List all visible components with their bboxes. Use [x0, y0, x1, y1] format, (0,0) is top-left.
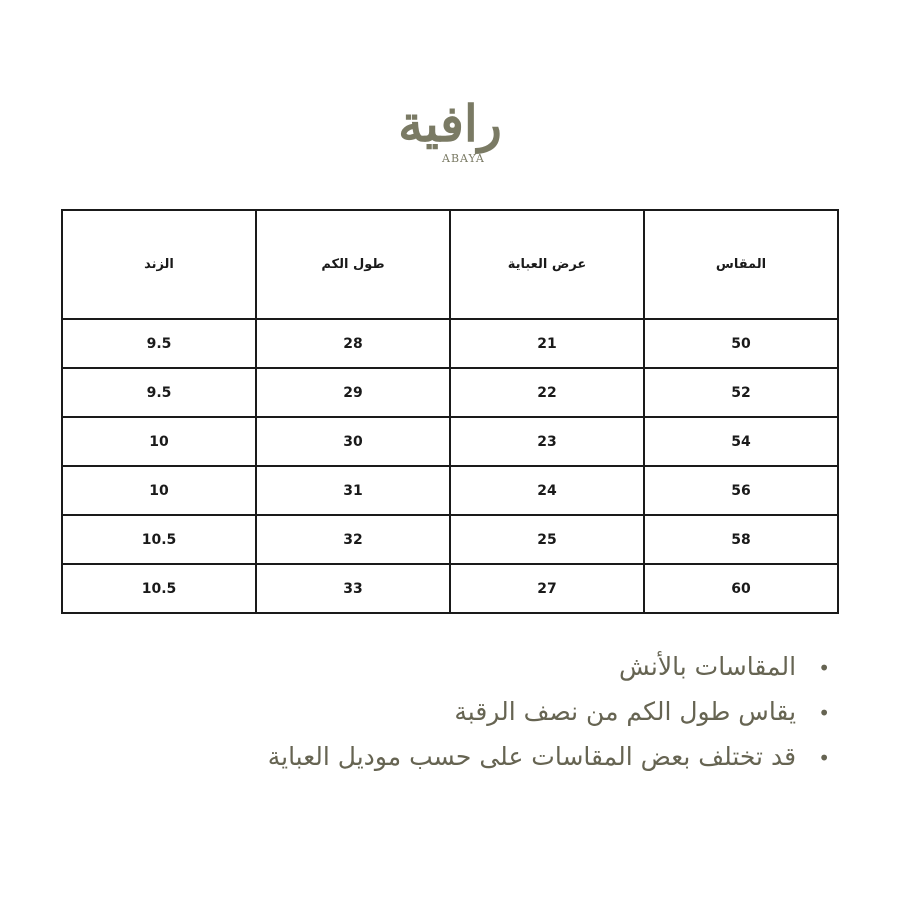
cell-size: 54: [644, 417, 838, 466]
notes-list: [130, 645, 830, 780]
cell-size: 52: [644, 368, 838, 417]
cell-sleeve-length: 33: [256, 564, 450, 613]
cell-arm: 10: [62, 466, 256, 515]
note-text: يقاس طول الكم من نصف الرقبة: [454, 697, 797, 726]
cell-sleeve-length: 29: [256, 368, 450, 417]
note-item: [130, 735, 830, 780]
cell-arm: 9.5: [62, 319, 256, 368]
cell-size: 58: [644, 515, 838, 564]
cell-abaya-width: 23: [450, 417, 644, 466]
bullet-icon: •: [818, 701, 830, 725]
note-text: قد تختلف بعض المقاسات على حسب موديل العباية: [267, 742, 797, 771]
cell-arm: 10.5: [62, 515, 256, 564]
cell-abaya-width: 21: [450, 319, 644, 368]
header-size: المقاس: [644, 210, 838, 319]
header-abaya-width: عرض العباية: [450, 210, 644, 319]
table-row: [62, 515, 838, 564]
header-sleeve-length: طول الكم: [256, 210, 450, 319]
cell-abaya-width: 22: [450, 368, 644, 417]
table-row: [62, 466, 838, 515]
table-row: [62, 564, 838, 613]
table-row: [62, 319, 838, 368]
table-row: [62, 368, 838, 417]
header-arm: الزند: [62, 210, 256, 319]
brand-logo-arabic: رافية: [398, 94, 502, 153]
cell-arm: 10.5: [62, 564, 256, 613]
table-header-row: [62, 210, 838, 319]
cell-sleeve-length: 31: [256, 466, 450, 515]
size-chart-table: [61, 209, 839, 614]
cell-arm: 10: [62, 417, 256, 466]
cell-size: 56: [644, 466, 838, 515]
brand-logo: [360, 92, 540, 174]
note-text: المقاسات بالأنش: [619, 652, 797, 681]
cell-size: 50: [644, 319, 838, 368]
cell-sleeve-length: 30: [256, 417, 450, 466]
brand-logo-latin: ABAYA: [442, 152, 485, 165]
cell-sleeve-length: 28: [256, 319, 450, 368]
cell-abaya-width: 24: [450, 466, 644, 515]
cell-size: 60: [644, 564, 838, 613]
cell-abaya-width: 25: [450, 515, 644, 564]
note-item: [130, 645, 830, 690]
note-item: [130, 690, 830, 735]
cell-arm: 9.5: [62, 368, 256, 417]
bullet-icon: •: [818, 746, 830, 770]
table-row: [62, 417, 838, 466]
cell-abaya-width: 27: [450, 564, 644, 613]
cell-sleeve-length: 32: [256, 515, 450, 564]
bullet-icon: •: [818, 656, 830, 680]
